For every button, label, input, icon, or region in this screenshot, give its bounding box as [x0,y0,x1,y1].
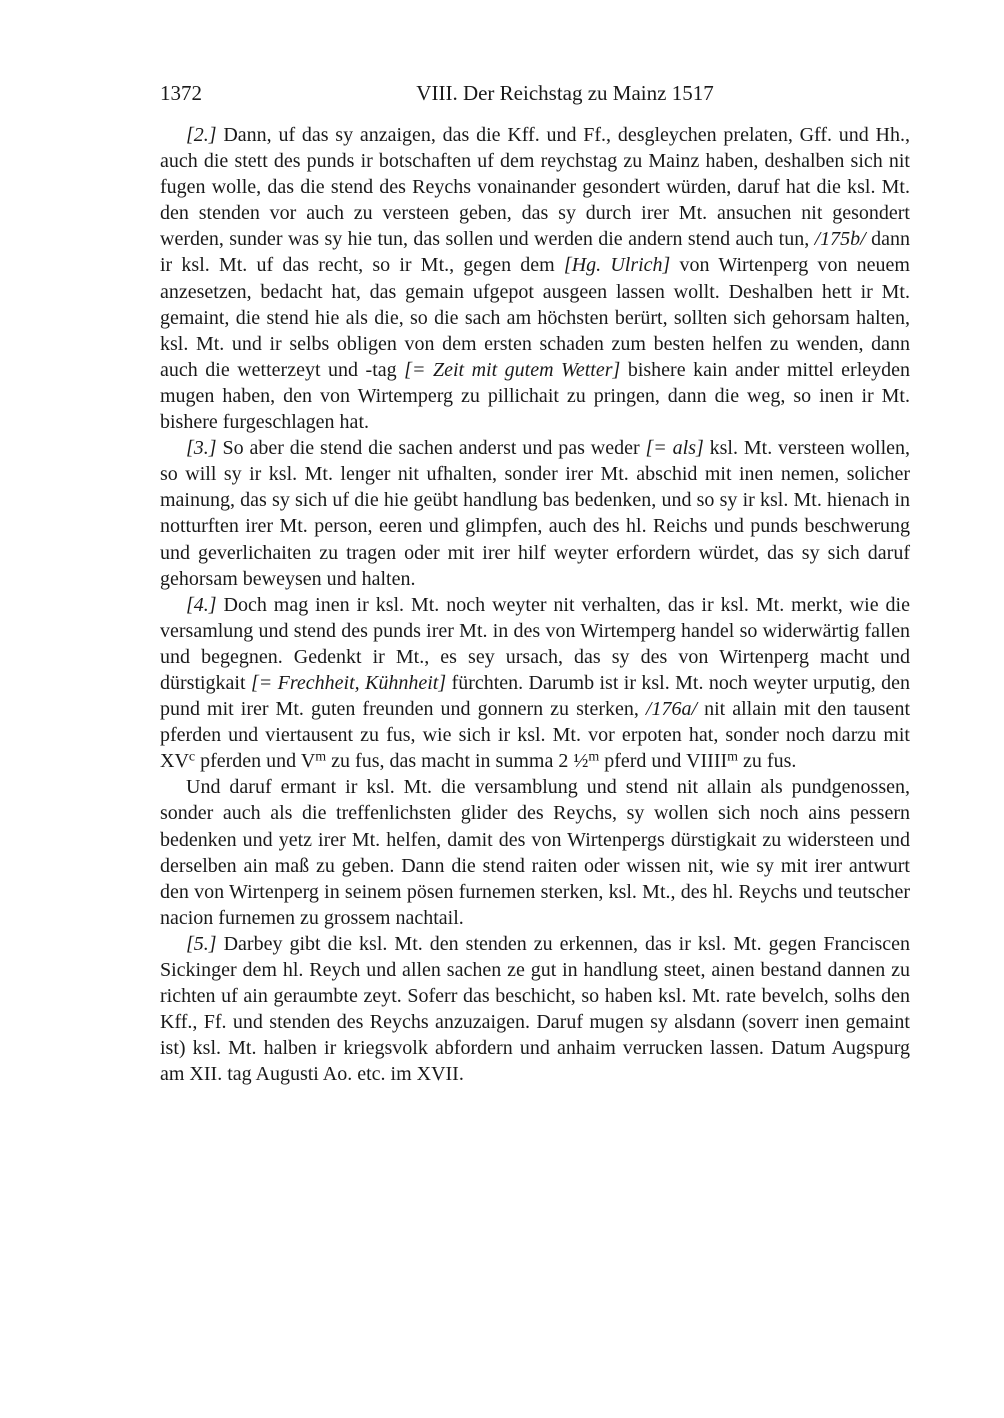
editorial-note: [= Zeit mit gutem Wetter] [404,358,621,381]
paragraph-5 [160,931,910,1088]
paragraph-marker: [5.] [186,932,217,955]
paragraph-text: zu fus, das macht in summa 2 ½ [326,750,589,773]
paragraph-text: Darbey gibt die ksl. Mt. den stenden zu erkennen, das ir ksl. Mt. gegen Franciscen Sickinger dem hl. Reych und allen sachen ze gut in handlung steet, ainen bestand dannen zu richten uf ain geraumbte zeyt. Soferr das beschicht, so haben ksl. Mt. rate bevelch, solhs den Kff., Ff. und stenden des Reychs anzuzaigen. Daruf mugen sy alsdann (soverr inen gemaint ist) ksl. Mt. halben ir kriegsvolk abfordern und anhaim verrucken lassen. Datum Augspurg am XII. tag Augusti Ao. etc. im XVII. [160,932,910,1086]
page-header [160,78,910,108]
paragraph-4-continued [160,774,910,931]
editorial-note: [= als] [645,437,704,460]
body-text [160,122,910,1087]
paragraph-2 [160,122,910,435]
superscript: m [315,749,327,765]
paragraph-marker: [4.] [186,593,217,616]
paragraph-text: Doch mag inen ir ksl. Mt. noch weyter nit verhalten, das ir ksl. Mt. merkt, wie die versamlung und stend des punds irer Mt. in des von Wirtemperg handel so widerwärtig fallen und begegnen. Gedenkt ir Mt., es sey ursach, das sy des von Wirtenperg macht und dürstigkait [160,593,910,694]
running-head: VIII. Der Reichstag zu Mainz 1517 [416,81,714,105]
paragraph-text: Dann, uf das sy anzaigen, das die Kff. und Ff., desgleychen prelaten, Gff. und Hh., auch die stett des punds ir botschaften uf dem reychstag zu Mainz haben, deshalben sich nit fugen wolle, das die stend des Reychs vonainander gesondert würden, daruf hat die ksl. Mt. den stenden vor auch zu versteen geben, das sy durch irer Mt. ansuchen nit gesondert werden, sunder was sy hie tun, das sollen und werden die andern stend auch tun, [160,124,910,251]
paragraph-marker: [3.] [186,437,217,460]
paragraph-text: fürchten. Darumb ist ir ksl. Mt. noch weyter urputig, den pund mit irer Mt. guten freunden und gonnern zu sterken, [160,671,910,721]
paragraph-text: zu fus. [738,750,797,773]
editorial-note: [Hg. Ulrich] [563,254,671,277]
paragraph-text: ksl. Mt. versteen wollen, so will sy ir ksl. Mt. lenger nit ufhalten, sonder irer Mt. abschid mit inen nemen, solicher mainung, das sy sich uf die hie geübt handlung bas bedenken, und so sy ir ksl. Mt. hienach in notturften irer Mt. person, eeren und glimpfen, auch des hl. Reichs und punds beschwerung und geverlichaiten zu tragen oder mit irer hilf weyter erfordern würdet, das sy sich daruf gehorsam beweysen und halten. [160,437,910,590]
editorial-note: [= Frechheit, Kühnheit] [250,671,447,694]
paragraph-text: von Wirtenperg von neuem anzesetzen, bedacht hat, das gemain ufgepot ausgeen lassen wollt. Deshalben hett ir Mt. gemaint, die stend hie als die, so die sach am höchsten berürt, sollten sich gehorsam halten, ksl. Mt. und ir selbs obligen von dem ersten schaden zum besten helfen zu wenden, dann auch die wetterzeyt und -tag [160,254,910,381]
paragraph-text: pferden und V [195,750,316,773]
paragraph-4 [160,592,910,775]
paragraph-text: Und daruf ermant ir ksl. Mt. die versamblung und stend nit allain als pundgenossen, sonder auch als die treffenlichsten glider des Reychs, sy wollen sich noch ains pessern bedenken und yetz irer Mt. helfen, damit des von Wirtenpergs dürstigkait zu widersteen und derselben ain maß zu geben. Dann die stend raiten oder wissen nit, wie sy mit irer antwurt den von Wirtenperg in seinem pösen furnemen sterken, ksl. Mt., des hl. Reychs und teutscher nacion furnemen zu grossem nachtail. [160,776,910,929]
paragraph-text: So aber die stend die sachen anderst und pas weder [216,437,646,460]
superscript: m [588,749,600,765]
superscript: c [188,749,196,765]
page-number: 1372 [160,81,202,105]
paragraph-marker: [2.] [186,124,217,146]
superscript: m [727,749,739,765]
paragraph-text: nit allain mit den tausent pferden und viertausent zu fus, wie sich ir ksl. Mt. vor erpoten hat, sonder noch darzu mit XV [160,698,910,773]
folio-marker: /175b/ [814,228,866,251]
paragraph-text: pferd und VIIII [599,750,728,773]
folio-marker: /176a/ [645,698,698,721]
paragraph-text: dann ir ksl. Mt. uf das recht, so ir Mt., gegen dem [160,228,910,277]
paragraph-text: bishere kain ander mittel erleyden mugen haben, den von Wirtemperg zu pillichait zu pringen, dann die weg, so inen ir Mt. bishere furgeschlagen hat. [160,358,911,434]
paragraph-3 [160,435,910,592]
document-page [160,78,910,1087]
